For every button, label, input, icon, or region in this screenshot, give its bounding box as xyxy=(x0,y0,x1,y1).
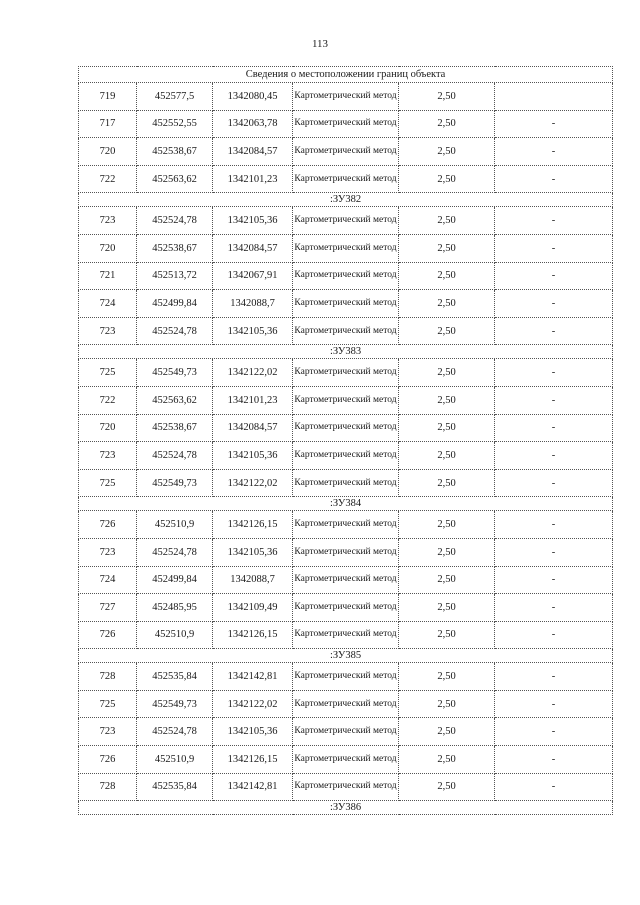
method-cell: Картометрический метод xyxy=(293,110,399,138)
coord-y: 1342101,23 xyxy=(213,165,293,193)
method-cell: Картометрический метод xyxy=(293,566,399,594)
method-cell: Картометрический метод xyxy=(293,621,399,649)
coord-x: 452549,73 xyxy=(137,690,213,718)
point-number: 720 xyxy=(79,414,137,442)
table-row xyxy=(79,317,613,345)
coord-y: 1342105,36 xyxy=(213,207,293,235)
table-row xyxy=(79,262,613,290)
coord-x: 452510,9 xyxy=(137,621,213,649)
point-number: 717 xyxy=(79,110,137,138)
method-cell: Картометрический метод xyxy=(293,234,399,262)
accuracy-cell: 2,50 xyxy=(399,690,495,718)
section-label-row xyxy=(79,801,613,815)
coord-x: 452513,72 xyxy=(137,262,213,290)
description-cell: - xyxy=(495,773,613,801)
description-cell: - xyxy=(495,594,613,622)
table-row xyxy=(79,690,613,718)
table-row xyxy=(79,138,613,166)
point-number: 720 xyxy=(79,138,137,166)
description-cell: - xyxy=(495,718,613,746)
point-number: 723 xyxy=(79,718,137,746)
section-label: :ЗУ383 xyxy=(79,345,613,359)
method-cell: Картометрический метод xyxy=(293,442,399,470)
table-row xyxy=(79,359,613,387)
method-cell: Картометрический метод xyxy=(293,746,399,774)
section-label-row xyxy=(79,193,613,207)
coord-x: 452538,67 xyxy=(137,414,213,442)
method-cell: Картометрический метод xyxy=(293,690,399,718)
coord-y: 1342142,81 xyxy=(213,663,293,691)
method-cell: Картометрический метод xyxy=(293,386,399,414)
accuracy-cell: 2,50 xyxy=(399,621,495,649)
accuracy-cell: 2,50 xyxy=(399,317,495,345)
page-number: 113 xyxy=(311,38,329,50)
point-number: 720 xyxy=(79,234,137,262)
table-row xyxy=(79,442,613,470)
coord-y: 1342122,02 xyxy=(213,469,293,497)
table-row xyxy=(79,83,613,111)
method-cell: Картометрический метод xyxy=(293,414,399,442)
section-label: :ЗУ385 xyxy=(79,649,613,663)
method-cell: Картометрический метод xyxy=(293,207,399,235)
table-header: Сведения о местоположении границ объекта xyxy=(79,67,613,83)
table-row xyxy=(79,746,613,774)
table-row xyxy=(79,207,613,235)
description-cell: - xyxy=(495,290,613,318)
section-label: :ЗУ386 xyxy=(79,801,613,815)
accuracy-cell: 2,50 xyxy=(399,773,495,801)
point-number: 726 xyxy=(79,511,137,539)
coord-x: 452549,73 xyxy=(137,469,213,497)
table-row xyxy=(79,538,613,566)
method-cell: Картометрический метод xyxy=(293,262,399,290)
coord-y: 1342101,23 xyxy=(213,386,293,414)
coord-x: 452535,84 xyxy=(137,663,213,691)
description-cell: - xyxy=(495,359,613,387)
method-cell: Картометрический метод xyxy=(293,594,399,622)
section-label-row xyxy=(79,497,613,511)
coord-y: 1342105,36 xyxy=(213,538,293,566)
coord-x: 452563,62 xyxy=(137,386,213,414)
coord-y: 1342126,15 xyxy=(213,511,293,539)
accuracy-cell: 2,50 xyxy=(399,110,495,138)
description-cell: - xyxy=(495,442,613,470)
accuracy-cell: 2,50 xyxy=(399,663,495,691)
coord-y: 1342080,45 xyxy=(213,83,293,111)
coord-y: 1342088,7 xyxy=(213,290,293,318)
description-cell: - xyxy=(495,165,613,193)
point-number: 726 xyxy=(79,621,137,649)
coord-x: 452552,55 xyxy=(137,110,213,138)
coord-x: 452524,78 xyxy=(137,718,213,746)
coord-y: 1342084,57 xyxy=(213,234,293,262)
accuracy-cell: 2,50 xyxy=(399,594,495,622)
point-number: 722 xyxy=(79,165,137,193)
point-number: 723 xyxy=(79,317,137,345)
accuracy-cell: 2,50 xyxy=(399,414,495,442)
accuracy-cell: 2,50 xyxy=(399,469,495,497)
accuracy-cell: 2,50 xyxy=(399,207,495,235)
description-cell: - xyxy=(495,469,613,497)
point-number: 723 xyxy=(79,538,137,566)
coord-x: 452538,67 xyxy=(137,234,213,262)
point-number: 725 xyxy=(79,359,137,387)
boundary-table-body xyxy=(79,67,613,815)
table-row xyxy=(79,290,613,318)
point-number: 724 xyxy=(79,566,137,594)
table-header-row xyxy=(79,67,613,83)
table-row xyxy=(79,414,613,442)
accuracy-cell: 2,50 xyxy=(399,746,495,774)
method-cell: Картометрический метод xyxy=(293,317,399,345)
point-number: 725 xyxy=(79,690,137,718)
point-number: 722 xyxy=(79,386,137,414)
point-number: 724 xyxy=(79,290,137,318)
table-row xyxy=(79,110,613,138)
method-cell: Картометрический метод xyxy=(293,138,399,166)
accuracy-cell: 2,50 xyxy=(399,538,495,566)
description-cell: - xyxy=(495,621,613,649)
coord-y: 1342142,81 xyxy=(213,773,293,801)
description-cell: - xyxy=(495,138,613,166)
table-row xyxy=(79,165,613,193)
description-cell: - xyxy=(495,663,613,691)
description-cell: - xyxy=(495,386,613,414)
coord-y: 1342126,15 xyxy=(213,621,293,649)
point-number: 721 xyxy=(79,262,137,290)
table-row xyxy=(79,234,613,262)
coord-x: 452577,5 xyxy=(137,83,213,111)
point-number: 728 xyxy=(79,663,137,691)
accuracy-cell: 2,50 xyxy=(399,290,495,318)
coord-y: 1342105,36 xyxy=(213,442,293,470)
coord-y: 1342126,15 xyxy=(213,746,293,774)
description-cell: - xyxy=(495,538,613,566)
coord-x: 452549,73 xyxy=(137,359,213,387)
point-number: 726 xyxy=(79,746,137,774)
point-number: 727 xyxy=(79,594,137,622)
coord-x: 452485,95 xyxy=(137,594,213,622)
table-row xyxy=(79,511,613,539)
method-cell: Картометрический метод xyxy=(293,511,399,539)
boundary-table xyxy=(78,66,613,815)
description-cell: - xyxy=(495,234,613,262)
description-cell: - xyxy=(495,110,613,138)
accuracy-cell: 2,50 xyxy=(399,566,495,594)
table-row xyxy=(79,566,613,594)
description-cell: - xyxy=(495,511,613,539)
section-label-row xyxy=(79,649,613,663)
coord-x: 452538,67 xyxy=(137,138,213,166)
accuracy-cell: 2,50 xyxy=(399,262,495,290)
method-cell: Картометрический метод xyxy=(293,359,399,387)
accuracy-cell: 2,50 xyxy=(399,718,495,746)
point-number: 723 xyxy=(79,442,137,470)
point-number: 723 xyxy=(79,207,137,235)
coord-x: 452524,78 xyxy=(137,538,213,566)
accuracy-cell: 2,50 xyxy=(399,83,495,111)
coord-x: 452524,78 xyxy=(137,207,213,235)
method-cell: Картометрический метод xyxy=(293,290,399,318)
accuracy-cell: 2,50 xyxy=(399,138,495,166)
description-cell: - xyxy=(495,566,613,594)
description-cell: - xyxy=(495,262,613,290)
section-label-row xyxy=(79,345,613,359)
method-cell: Картометрический метод xyxy=(293,773,399,801)
table-row xyxy=(79,469,613,497)
accuracy-cell: 2,50 xyxy=(399,359,495,387)
coord-x: 452535,84 xyxy=(137,773,213,801)
table-row xyxy=(79,621,613,649)
accuracy-cell: 2,50 xyxy=(399,234,495,262)
method-cell: Картометрический метод xyxy=(293,718,399,746)
table-row xyxy=(79,594,613,622)
coord-x: 452563,62 xyxy=(137,165,213,193)
description-cell xyxy=(495,83,613,111)
coord-y: 1342105,36 xyxy=(213,317,293,345)
point-number: 725 xyxy=(79,469,137,497)
table-row xyxy=(79,386,613,414)
table-row xyxy=(79,663,613,691)
accuracy-cell: 2,50 xyxy=(399,386,495,414)
coord-x: 452499,84 xyxy=(137,566,213,594)
method-cell: Картометрический метод xyxy=(293,83,399,111)
description-cell: - xyxy=(495,207,613,235)
coord-y: 1342105,36 xyxy=(213,718,293,746)
coord-y: 1342063,78 xyxy=(213,110,293,138)
description-cell: - xyxy=(495,690,613,718)
coord-y: 1342122,02 xyxy=(213,690,293,718)
point-number: 728 xyxy=(79,773,137,801)
table-row xyxy=(79,773,613,801)
coord-x: 452524,78 xyxy=(137,317,213,345)
coord-y: 1342084,57 xyxy=(213,138,293,166)
method-cell: Картометрический метод xyxy=(293,663,399,691)
description-cell: - xyxy=(495,746,613,774)
accuracy-cell: 2,50 xyxy=(399,511,495,539)
coord-y: 1342067,91 xyxy=(213,262,293,290)
accuracy-cell: 2,50 xyxy=(399,442,495,470)
coord-y: 1342084,57 xyxy=(213,414,293,442)
coord-x: 452524,78 xyxy=(137,442,213,470)
method-cell: Картометрический метод xyxy=(293,165,399,193)
table-row xyxy=(79,718,613,746)
coord-x: 452510,9 xyxy=(137,511,213,539)
coord-y: 1342088,7 xyxy=(213,566,293,594)
coord-y: 1342109,49 xyxy=(213,594,293,622)
description-cell: - xyxy=(495,317,613,345)
section-label: :ЗУ382 xyxy=(79,193,613,207)
coord-x: 452510,9 xyxy=(137,746,213,774)
point-number: 719 xyxy=(79,83,137,111)
accuracy-cell: 2,50 xyxy=(399,165,495,193)
section-label: :ЗУ384 xyxy=(79,497,613,511)
method-cell: Картометрический метод xyxy=(293,538,399,566)
method-cell: Картометрический метод xyxy=(293,469,399,497)
coord-x: 452499,84 xyxy=(137,290,213,318)
coord-y: 1342122,02 xyxy=(213,359,293,387)
description-cell: - xyxy=(495,414,613,442)
